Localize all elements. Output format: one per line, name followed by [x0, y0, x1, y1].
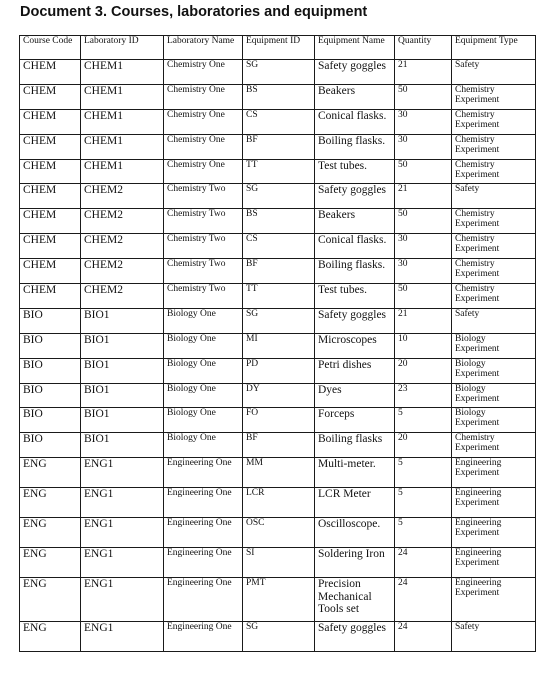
cell-equipment-id: SG: [243, 622, 315, 652]
cell-equipment-id: SI: [243, 548, 315, 578]
cell-equipment-type: Chemistry Experiment: [452, 259, 536, 284]
cell-course-code: ENG: [20, 548, 81, 578]
cell-laboratory-name: Chemistry One: [164, 109, 243, 134]
cell-quantity: 5: [395, 518, 452, 548]
header-equipment-type: Equipment Type: [452, 36, 536, 60]
cell-equipment-name: Oscilloscope.: [315, 518, 395, 548]
table-row: [20, 259, 536, 284]
cell-quantity: 50: [395, 284, 452, 309]
cell-equipment-id: LCR: [243, 488, 315, 518]
cell-laboratory-id: CHEM2: [81, 209, 164, 234]
cell-laboratory-name: Engineering One: [164, 578, 243, 622]
table-row: [20, 60, 536, 85]
cell-laboratory-name: Chemistry Two: [164, 209, 243, 234]
cell-equipment-name: Dyes: [315, 383, 395, 408]
cell-equipment-name: Boiling flasks: [315, 433, 395, 458]
cell-laboratory-name: Chemistry Two: [164, 284, 243, 309]
cell-equipment-type: Chemistry Experiment: [452, 84, 536, 109]
cell-equipment-name: Test tubes.: [315, 284, 395, 309]
cell-laboratory-id: CHEM2: [81, 259, 164, 284]
cell-quantity: 21: [395, 184, 452, 209]
cell-equipment-id: BF: [243, 433, 315, 458]
cell-equipment-name: Petri dishes: [315, 358, 395, 383]
cell-laboratory-name: Biology One: [164, 308, 243, 333]
cell-equipment-name: Safety goggles: [315, 308, 395, 333]
table-row: [20, 518, 536, 548]
table-row: [20, 358, 536, 383]
table-row: [20, 234, 536, 259]
cell-laboratory-name: Chemistry One: [164, 134, 243, 159]
cell-equipment-id: OSC: [243, 518, 315, 548]
cell-equipment-type: Engineering Experiment: [452, 518, 536, 548]
table-row: [20, 488, 536, 518]
table-row: [20, 109, 536, 134]
cell-equipment-name: Forceps: [315, 408, 395, 433]
cell-quantity: 30: [395, 234, 452, 259]
cell-course-code: ENG: [20, 622, 81, 652]
table-row: [20, 548, 536, 578]
cell-equipment-id: SG: [243, 308, 315, 333]
cell-equipment-type: Chemistry Experiment: [452, 433, 536, 458]
cell-laboratory-id: BIO1: [81, 333, 164, 358]
cell-quantity: 20: [395, 358, 452, 383]
cell-quantity: 21: [395, 60, 452, 85]
cell-course-code: CHEM: [20, 234, 81, 259]
cell-course-code: BIO: [20, 333, 81, 358]
cell-quantity: 5: [395, 458, 452, 488]
cell-quantity: 30: [395, 134, 452, 159]
cell-course-code: BIO: [20, 358, 81, 383]
cell-equipment-name: Safety goggles: [315, 622, 395, 652]
cell-equipment-type: Engineering Experiment: [452, 458, 536, 488]
header-equipment-id: Equipment ID: [243, 36, 315, 60]
cell-quantity: 24: [395, 622, 452, 652]
cell-laboratory-id: BIO1: [81, 383, 164, 408]
cell-equipment-type: Engineering Experiment: [452, 578, 536, 622]
equipment-table: [19, 35, 536, 652]
cell-course-code: BIO: [20, 308, 81, 333]
cell-laboratory-id: ENG1: [81, 518, 164, 548]
cell-laboratory-name: Chemistry Two: [164, 259, 243, 284]
cell-laboratory-id: ENG1: [81, 548, 164, 578]
cell-quantity: 5: [395, 408, 452, 433]
cell-course-code: CHEM: [20, 60, 81, 85]
cell-equipment-type: Chemistry Experiment: [452, 109, 536, 134]
cell-equipment-name: Microscopes: [315, 333, 395, 358]
cell-equipment-id: BS: [243, 209, 315, 234]
cell-laboratory-name: Engineering One: [164, 458, 243, 488]
table-row: [20, 134, 536, 159]
cell-equipment-name: Multi-meter.: [315, 458, 395, 488]
cell-course-code: BIO: [20, 433, 81, 458]
cell-quantity: 21: [395, 308, 452, 333]
cell-quantity: 24: [395, 578, 452, 622]
cell-laboratory-id: CHEM1: [81, 60, 164, 85]
cell-equipment-name: Precision Mechanical Tools set: [315, 578, 395, 622]
cell-laboratory-id: CHEM1: [81, 109, 164, 134]
cell-laboratory-name: Engineering One: [164, 622, 243, 652]
cell-equipment-type: Chemistry Experiment: [452, 134, 536, 159]
cell-quantity: 10: [395, 333, 452, 358]
cell-equipment-name: Test tubes.: [315, 159, 395, 184]
cell-laboratory-id: BIO1: [81, 358, 164, 383]
cell-equipment-id: FO: [243, 408, 315, 433]
cell-laboratory-id: BIO1: [81, 433, 164, 458]
table-row: [20, 622, 536, 652]
cell-equipment-id: SG: [243, 60, 315, 85]
cell-course-code: CHEM: [20, 184, 81, 209]
cell-course-code: CHEM: [20, 259, 81, 284]
table-row: [20, 408, 536, 433]
document-title: Document 3. Courses, laboratories and equipment: [20, 4, 368, 20]
cell-equipment-type: Safety: [452, 308, 536, 333]
cell-equipment-name: Safety goggles: [315, 60, 395, 85]
cell-quantity: 23: [395, 383, 452, 408]
cell-equipment-name: Conical flasks.: [315, 109, 395, 134]
cell-equipment-type: Chemistry Experiment: [452, 284, 536, 309]
cell-equipment-type: Safety: [452, 622, 536, 652]
cell-equipment-id: BF: [243, 134, 315, 159]
cell-laboratory-name: Chemistry Two: [164, 234, 243, 259]
header-course-code: Course Code: [20, 36, 81, 60]
cell-equipment-name: LCR Meter: [315, 488, 395, 518]
cell-equipment-id: MI: [243, 333, 315, 358]
cell-course-code: ENG: [20, 578, 81, 622]
cell-equipment-type: Biology Experiment: [452, 408, 536, 433]
cell-equipment-type: Biology Experiment: [452, 333, 536, 358]
table-row: [20, 84, 536, 109]
cell-laboratory-name: Biology One: [164, 383, 243, 408]
header-equipment-name: Equipment Name: [315, 36, 395, 60]
cell-laboratory-name: Chemistry One: [164, 60, 243, 85]
cell-equipment-id: TT: [243, 284, 315, 309]
header-quantity: Quantity: [395, 36, 452, 60]
cell-equipment-id: CS: [243, 109, 315, 134]
cell-quantity: 50: [395, 84, 452, 109]
cell-equipment-type: Chemistry Experiment: [452, 234, 536, 259]
cell-laboratory-id: BIO1: [81, 308, 164, 333]
cell-equipment-id: CS: [243, 234, 315, 259]
cell-laboratory-name: Engineering One: [164, 488, 243, 518]
cell-equipment-type: Chemistry Experiment: [452, 159, 536, 184]
cell-equipment-type: Safety: [452, 184, 536, 209]
cell-equipment-id: DY: [243, 383, 315, 408]
cell-laboratory-id: CHEM1: [81, 159, 164, 184]
cell-laboratory-name: Engineering One: [164, 518, 243, 548]
cell-laboratory-id: ENG1: [81, 578, 164, 622]
cell-laboratory-name: Engineering One: [164, 548, 243, 578]
cell-quantity: 30: [395, 109, 452, 134]
cell-equipment-id: BF: [243, 259, 315, 284]
cell-course-code: ENG: [20, 518, 81, 548]
table-row: [20, 209, 536, 234]
header-laboratory-name: Laboratory Name: [164, 36, 243, 60]
cell-quantity: 5: [395, 488, 452, 518]
table-row: [20, 383, 536, 408]
cell-course-code: CHEM: [20, 134, 81, 159]
cell-equipment-type: Engineering Experiment: [452, 488, 536, 518]
cell-laboratory-name: Chemistry One: [164, 84, 243, 109]
cell-quantity: 50: [395, 209, 452, 234]
table-row: [20, 578, 536, 622]
cell-quantity: 50: [395, 159, 452, 184]
cell-equipment-id: BS: [243, 84, 315, 109]
table-row: [20, 333, 536, 358]
cell-equipment-type: Biology Experiment: [452, 358, 536, 383]
cell-quantity: 24: [395, 548, 452, 578]
cell-course-code: BIO: [20, 408, 81, 433]
cell-equipment-name: Boiling flasks.: [315, 134, 395, 159]
table-row: [20, 284, 536, 309]
cell-laboratory-name: Biology One: [164, 358, 243, 383]
cell-equipment-id: PD: [243, 358, 315, 383]
cell-equipment-type: Safety: [452, 60, 536, 85]
cell-course-code: ENG: [20, 488, 81, 518]
cell-equipment-id: TT: [243, 159, 315, 184]
cell-equipment-name: Conical flasks.: [315, 234, 395, 259]
cell-laboratory-id: ENG1: [81, 622, 164, 652]
cell-laboratory-id: CHEM1: [81, 84, 164, 109]
cell-laboratory-id: ENG1: [81, 488, 164, 518]
cell-course-code: CHEM: [20, 284, 81, 309]
table-body: [20, 60, 536, 652]
cell-quantity: 20: [395, 433, 452, 458]
cell-laboratory-name: Chemistry Two: [164, 184, 243, 209]
cell-equipment-type: Chemistry Experiment: [452, 209, 536, 234]
cell-equipment-name: Safety goggles: [315, 184, 395, 209]
header-row: [20, 36, 536, 60]
cell-course-code: ENG: [20, 458, 81, 488]
cell-laboratory-name: Biology One: [164, 433, 243, 458]
cell-quantity: 30: [395, 259, 452, 284]
cell-equipment-name: Boiling flasks.: [315, 259, 395, 284]
cell-laboratory-id: CHEM2: [81, 184, 164, 209]
cell-equipment-type: Biology Experiment: [452, 383, 536, 408]
cell-equipment-type: Engineering Experiment: [452, 548, 536, 578]
cell-laboratory-id: BIO1: [81, 408, 164, 433]
table-row: [20, 433, 536, 458]
cell-laboratory-name: Chemistry One: [164, 159, 243, 184]
table-row: [20, 308, 536, 333]
cell-course-code: CHEM: [20, 109, 81, 134]
cell-equipment-name: Soldering Iron: [315, 548, 395, 578]
table-row: [20, 159, 536, 184]
cell-equipment-id: PMT: [243, 578, 315, 622]
cell-laboratory-id: ENG1: [81, 458, 164, 488]
header-laboratory-id: Laboratory ID: [81, 36, 164, 60]
cell-equipment-id: SG: [243, 184, 315, 209]
cell-equipment-name: Beakers: [315, 209, 395, 234]
cell-equipment-id: MM: [243, 458, 315, 488]
cell-course-code: CHEM: [20, 159, 81, 184]
cell-laboratory-id: CHEM1: [81, 134, 164, 159]
table-row: [20, 458, 536, 488]
cell-laboratory-name: Biology One: [164, 408, 243, 433]
cell-course-code: BIO: [20, 383, 81, 408]
cell-laboratory-id: CHEM2: [81, 234, 164, 259]
cell-course-code: CHEM: [20, 209, 81, 234]
cell-laboratory-id: CHEM2: [81, 284, 164, 309]
table-row: [20, 184, 536, 209]
cell-course-code: CHEM: [20, 84, 81, 109]
cell-equipment-name: Beakers: [315, 84, 395, 109]
cell-laboratory-name: Biology One: [164, 333, 243, 358]
